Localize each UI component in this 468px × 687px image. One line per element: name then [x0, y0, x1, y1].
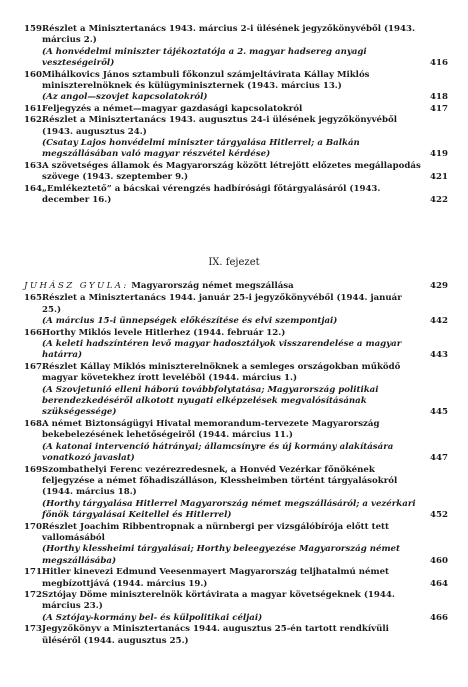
- entry-number: 171.: [24, 567, 45, 578]
- entry-title: Részlet a Minisztertanács 1944. január 25-i jegyzőkönyvéből (1944. január 25.): [42, 293, 402, 315]
- entry-number: 161.: [24, 103, 45, 114]
- entry-note: (Horthy tárgyalása Hitlerrel Magyarország német megszállásáról; a vezérkari főnök tárgyalásai Keitellel és Hitlerrel): [42, 498, 416, 521]
- entry-title: Feljegyzés a német—magyar gazdasági kapcsolatokról: [42, 103, 303, 114]
- entry-number: 167.: [24, 361, 45, 372]
- toc-section-1: [24, 24, 448, 207]
- entry-page: 418: [430, 92, 448, 103]
- entry-page: 452: [430, 510, 448, 521]
- entry-note: (A keleti hadszíntéren levő magyar hadosztályok visszarendelése a magyar határra): [42, 339, 402, 361]
- entry-title: Részlet Joachim Ribbentropnak a nürnbergi per vizsgálóbírója előtt tett vallomásából: [42, 521, 389, 543]
- entry-page: 422: [430, 195, 448, 206]
- entry-page: 443: [430, 350, 448, 361]
- entry-title: A szövetséges államok és Magyarország között létrejött előzetes megállapodás szövege (1943. szeptember 9.): [42, 160, 421, 183]
- toc-entry-165: [24, 293, 448, 327]
- entry-number: 173.: [24, 624, 45, 635]
- entry-title: Sztójay Döme miniszterelnök körtávirata a magyar követségeknek (1944. március 23.): [42, 589, 395, 612]
- entry-number: 166.: [24, 327, 45, 338]
- entry-note: (Csatay Lajos honvédelmi miniszter tárgyalása Hitlerrel; a Balkán megszállásában való magyar részvétel kérdése): [42, 138, 360, 160]
- entry-page: 445: [430, 407, 448, 418]
- entry-number: 169.: [24, 464, 45, 475]
- entry-number: 163.: [24, 160, 45, 171]
- entry-note: (Az angol—szovjet kapcsolatokról): [42, 92, 208, 103]
- toc-entry-167: [24, 362, 448, 419]
- entry-number: 160.: [24, 69, 45, 80]
- entry-page: 464: [430, 578, 448, 589]
- entry-title: Horthy Miklós levele Hitlerhez (1944. február 12.): [42, 327, 286, 338]
- entry-number: 168.: [24, 418, 45, 429]
- entry-title: „Emlékeztető” a bácskai vérengzés hadbírósági főtárgyalásáról (1943. december 16.): [42, 183, 381, 206]
- entry-title: A német Biztonságügyi Hivatal memorandum-tervezete Magyarország bekebelezésének lehetőségeiről (1944. március 11.): [42, 418, 380, 441]
- entry-number: 172.: [24, 589, 45, 600]
- entry-page: 429: [430, 281, 448, 291]
- entry-number: 159.: [24, 24, 45, 34]
- entry-page: 460: [430, 555, 448, 566]
- entry-note: (A katonai intervenció hátrányai; államcsínyre és új kormány alakítására vonatkozó javaslat): [42, 441, 394, 464]
- entry-number: 170.: [24, 521, 45, 532]
- chapter-study-entry: [24, 281, 448, 292]
- entry-note: (A Sztójay-kormány bel- és külpolitikai céljai): [42, 612, 263, 623]
- entry-title: Részlet Kállay Miklós miniszterelnöknek a semleges országokban működő magyar követekhez írott levelébõl (1944. március 1.): [42, 361, 401, 384]
- entry-page: 466: [430, 612, 448, 623]
- entry-title: Részlet a Minisztertanács 1943. március 2-i ülésének jegyzőkönyvéből (1943. március 2.): [42, 24, 415, 46]
- entry-note: (A március 15-i ünnepségek előkészítése és elvi szempontjai): [42, 316, 338, 327]
- study-title: Magyarország német megszállása: [131, 281, 294, 291]
- entry-number: 164.: [24, 183, 45, 194]
- chapter-heading: IX. fejezet: [208, 257, 260, 268]
- toc-entry-159: [24, 24, 448, 70]
- entry-title: Hitler kinevezi Edmund Veesenmayert Magyarország teljhatalmú német megbízottjává (1944. március 19.): [42, 567, 390, 589]
- toc-entry-160: [24, 70, 448, 104]
- entry-note: (Horthy klessheimi tárgyalásai; Horthy beleegyezése Magyarország német megszállásába): [42, 544, 400, 566]
- entry-page: 421: [430, 172, 448, 183]
- entry-title: Részlet a Minisztertanács 1943. augusztus 24-i ülésének jegyzőkönyvéből (1943. augusztus 24.): [42, 115, 398, 137]
- entry-page: 416: [430, 58, 448, 69]
- toc-entry-171: [24, 567, 448, 590]
- toc-entry-161: [24, 104, 448, 115]
- entry-number: 165.: [24, 293, 45, 304]
- toc-entry-172: [24, 590, 448, 624]
- toc-entry-173: [24, 624, 448, 647]
- toc-entry-162: [24, 115, 448, 161]
- author-name: JUHÁSZ GYULA:: [24, 281, 129, 291]
- entry-page: 419: [430, 149, 448, 160]
- toc-entry-170: [24, 522, 448, 568]
- entry-page: 442: [430, 316, 448, 327]
- toc-entry-169: [24, 465, 448, 522]
- entry-note: (A Szovjetunió elleni háború továbbfolytatása; Magyarország politikai berendezkedéséről alkotott nyugati elképzelések megvalósításának szükségessége): [42, 384, 379, 418]
- toc-entry-168: [24, 419, 448, 465]
- entry-title: Szombathelyi Ferenc vezérezredesnek, a Honvéd Vezérkar főnökének feljegyzése a német főhadiszálláson, Klessheimben történt tárgyalásokról (1944. március 18.): [42, 464, 398, 498]
- toc-section-2: [24, 281, 448, 647]
- entry-title: Jegyzőkönyv a Minisztertanács 1944. augusztus 25-én tartott rendkívüli üléséről (1944. augusztus 25.): [42, 624, 389, 646]
- entry-number: 162.: [24, 115, 45, 126]
- entry-page: 447: [430, 453, 448, 464]
- toc-entry-164: [24, 184, 448, 207]
- toc-entry-166: [24, 328, 448, 362]
- entry-page: 417: [430, 103, 448, 114]
- toc-entry-163: [24, 161, 448, 184]
- entry-title: Mihálkovics János sztambuli főkonzul számjeltávirata Kállay Miklós miniszterelnöknek és külügyminiszternek (1943. március 13.): [42, 69, 370, 92]
- entry-note: (A honvédelmi miniszter tájékoztatója a 2. magyar hadsereg anyagi veszteségeiről): [42, 46, 367, 69]
